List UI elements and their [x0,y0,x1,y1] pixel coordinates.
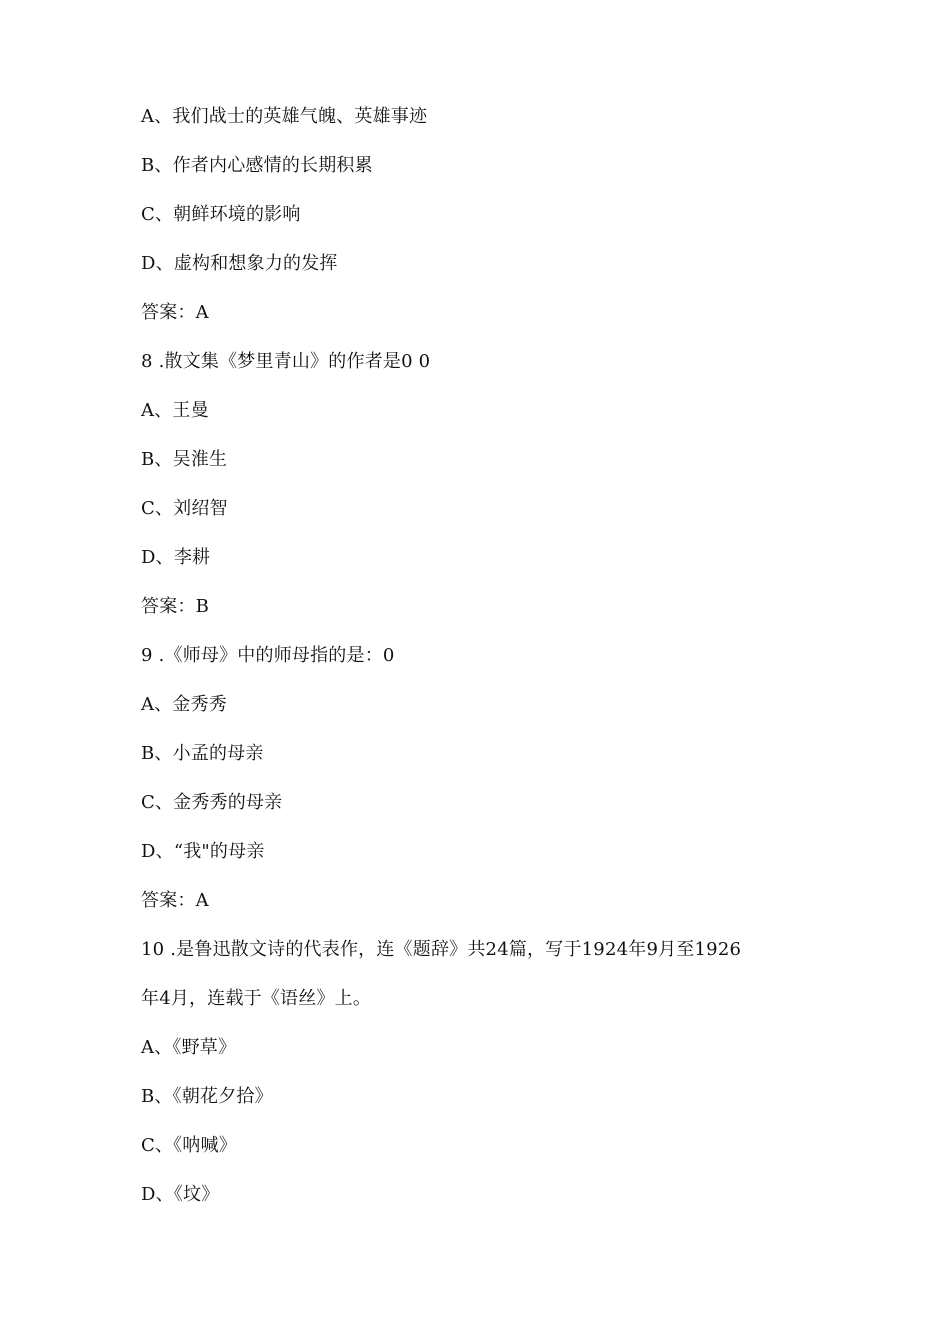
q9-option-b: B、小孟的母亲 [141,743,264,764]
q10-stem-line2: 年4月，连载于《语丝》上。 [141,988,372,1009]
q9-option-a: A、金秀秀 [141,694,227,715]
q7-option-d: D、虚构和想象力的发挥 [141,253,338,274]
q10-option-b: B、《朝花夕拾》 [141,1086,273,1107]
q8-option-d: D、李耕 [141,547,211,568]
q7-option-a: A、我们战士的英雄气魄、英雄事迹 [141,106,428,127]
q9-stem: 9 .《师母》中的师母指的是：0 [141,645,395,666]
q7-option-c: C、朝鲜环境的影响 [141,204,301,225]
q10-option-a: A、《野草》 [141,1037,237,1058]
q7-option-b: B、作者内心感情的长期积累 [141,155,373,176]
q10-option-c: C、《呐喊》 [141,1135,237,1156]
q9-option-c: C、金秀秀的母亲 [141,792,283,813]
q8-option-b: B、吴淮生 [141,449,228,470]
q8-answer: 答案：B [141,596,210,617]
q8-option-a: A、王曼 [141,400,209,421]
q10-option-d: D、《坟》 [141,1184,220,1205]
q10-stem-line1: 10 .是鲁迅散文诗的代表作，连《题辞》共24篇，写于1924年9月至1926 [141,939,742,960]
q9-option-d: D、“我"的母亲 [141,841,265,862]
q8-option-c: C、刘绍智 [141,498,228,519]
q9-answer: 答案：A [141,890,209,911]
q7-answer: 答案：A [141,302,209,323]
q8-stem: 8 .散文集《梦里青山》的作者是0 0 [141,351,431,372]
